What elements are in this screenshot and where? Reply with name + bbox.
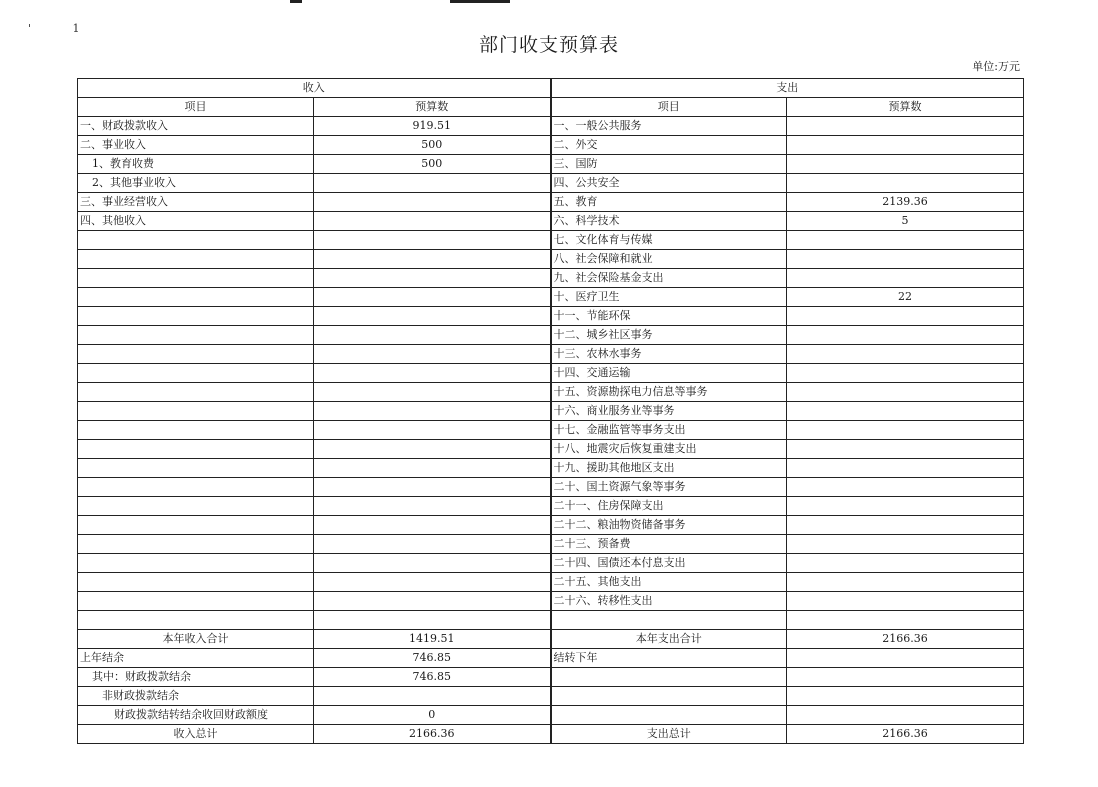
summary-income-item: 本年收入合计 (78, 630, 314, 649)
table-row (78, 459, 1024, 478)
scan-top-mark (290, 0, 302, 3)
expense-item (551, 611, 787, 630)
table-row (78, 497, 1024, 516)
expense-item: 十七、金融监管等事务支出 (551, 421, 787, 440)
expense-item: 十八、地震灾后恢复重建支出 (551, 440, 787, 459)
column-header-row (78, 98, 1024, 117)
table-row (78, 516, 1024, 535)
income-value (314, 497, 551, 516)
summary-row (78, 687, 1024, 706)
table-row (78, 136, 1024, 155)
expense-value (787, 383, 1024, 402)
table-row (78, 250, 1024, 269)
expense-item: 九、社会保险基金支出 (551, 269, 787, 288)
expense-value (787, 345, 1024, 364)
table-row (78, 478, 1024, 497)
table-row (78, 117, 1024, 136)
income-value (314, 193, 551, 212)
income-value (314, 573, 551, 592)
summary-expense-item: 支出总计 (551, 725, 787, 744)
income-value (314, 288, 551, 307)
income-value (314, 535, 551, 554)
income-value (314, 364, 551, 383)
income-item (78, 269, 314, 288)
table-row (78, 554, 1024, 573)
expense-value (787, 117, 1024, 136)
summary-expense-item (551, 706, 787, 725)
summary-expense-value: 2166.36 (787, 630, 1024, 649)
expense-value: 22 (787, 288, 1024, 307)
income-value (314, 269, 551, 288)
income-item: 三、事业经营收入 (78, 193, 314, 212)
income-value (314, 250, 551, 269)
income-item (78, 535, 314, 554)
expense-value (787, 459, 1024, 478)
table-row (78, 592, 1024, 611)
expense-item: 四、公共安全 (551, 174, 787, 193)
expense-value: 5 (787, 212, 1024, 231)
expense-item: 二十二、粮油物资储备事务 (551, 516, 787, 535)
income-item (78, 440, 314, 459)
expense-value (787, 440, 1024, 459)
budget-table-body (78, 79, 1024, 744)
income-value: 500 (314, 155, 551, 174)
summary-expense-value: 2166.36 (787, 725, 1024, 744)
table-row (78, 573, 1024, 592)
expense-item: 十五、资源勘探电力信息等事务 (551, 383, 787, 402)
summary-row (78, 668, 1024, 687)
scan-mark: 1 (72, 22, 80, 35)
income-value: 919.51 (314, 117, 551, 136)
expense-item: 八、社会保障和就业 (551, 250, 787, 269)
table-row (78, 155, 1024, 174)
income-item (78, 383, 314, 402)
expense-item: 二十六、转移性支出 (551, 592, 787, 611)
expense-value (787, 269, 1024, 288)
budget-table (77, 78, 1024, 744)
expense-value (787, 155, 1024, 174)
summary-row (78, 630, 1024, 649)
income-item (78, 497, 314, 516)
income-header: 收入 (78, 79, 551, 98)
table-row (78, 326, 1024, 345)
table-row (78, 383, 1024, 402)
expense-item: 二十五、其他支出 (551, 573, 787, 592)
expense-item: 十、医疗卫生 (551, 288, 787, 307)
summary-income-item: 上年结余 (78, 649, 314, 668)
expense-value (787, 535, 1024, 554)
expense-item-header: 项目 (551, 98, 787, 117)
income-item (78, 364, 314, 383)
table-row (78, 611, 1024, 630)
table-row (78, 174, 1024, 193)
income-value (314, 554, 551, 573)
income-item (78, 573, 314, 592)
expense-item: 十六、商业服务业等事务 (551, 402, 787, 421)
section-header-row (78, 79, 1024, 98)
summary-expense-item (551, 668, 787, 687)
income-value (314, 478, 551, 497)
expense-value (787, 136, 1024, 155)
income-item-header: 项目 (78, 98, 314, 117)
expense-item: 二十、国土资源气象等事务 (551, 478, 787, 497)
summary-expense-value (787, 706, 1024, 725)
expense-item: 十四、交通运输 (551, 364, 787, 383)
expense-value (787, 174, 1024, 193)
summary-row (78, 725, 1024, 744)
expense-item: 二十四、国债还本付息支出 (551, 554, 787, 573)
summary-income-value: 1419.51 (314, 630, 551, 649)
income-item (78, 345, 314, 364)
income-item (78, 554, 314, 573)
income-value (314, 592, 551, 611)
summary-income-item: 非财政拨款结余 (78, 687, 314, 706)
expense-header: 支出 (551, 79, 1024, 98)
income-item (78, 478, 314, 497)
income-budget-header: 预算数 (314, 98, 551, 117)
expense-value (787, 592, 1024, 611)
summary-income-item: 财政拨款结转结余收回财政额度 (78, 706, 314, 725)
summary-expense-value (787, 649, 1024, 668)
income-item (78, 611, 314, 630)
expense-value (787, 611, 1024, 630)
income-value: 500 (314, 136, 551, 155)
expense-item: 十二、城乡社区事务 (551, 326, 787, 345)
summary-income-value: 0 (314, 706, 551, 725)
expense-value (787, 307, 1024, 326)
table-row (78, 307, 1024, 326)
expense-item: 五、教育 (551, 193, 787, 212)
summary-row (78, 649, 1024, 668)
summary-row (78, 706, 1024, 725)
summary-expense-value (787, 668, 1024, 687)
income-value (314, 326, 551, 345)
expense-item: 十三、农林水事务 (551, 345, 787, 364)
table-row (78, 212, 1024, 231)
expense-value (787, 554, 1024, 573)
income-item: 二、事业收入 (78, 136, 314, 155)
summary-expense-item: 本年支出合计 (551, 630, 787, 649)
expense-value (787, 516, 1024, 535)
summary-income-value: 746.85 (314, 668, 551, 687)
income-value (314, 383, 551, 402)
summary-income-value (314, 687, 551, 706)
expense-item: 二、外交 (551, 136, 787, 155)
table-row (78, 288, 1024, 307)
income-value (314, 231, 551, 250)
income-item (78, 231, 314, 250)
income-item (78, 592, 314, 611)
summary-expense-item: 结转下年 (551, 649, 787, 668)
table-row (78, 231, 1024, 250)
summary-income-item: 其中：财政拨款结余 (78, 668, 314, 687)
income-value (314, 611, 551, 630)
income-value (314, 174, 551, 193)
page-title: 部门收支预算表 (478, 34, 619, 56)
expense-value (787, 421, 1024, 440)
expense-item: 三、国防 (551, 155, 787, 174)
expense-item: 二十三、预备费 (551, 535, 787, 554)
income-item (78, 402, 314, 421)
expense-value (787, 402, 1024, 421)
table-row (78, 269, 1024, 288)
summary-income-value: 2166.36 (314, 725, 551, 744)
income-value (314, 345, 551, 364)
table-row (78, 421, 1024, 440)
income-value (314, 440, 551, 459)
expense-item: 十九、援助其他地区支出 (551, 459, 787, 478)
income-item: 四、其他收入 (78, 212, 314, 231)
income-value (314, 212, 551, 231)
table-row (78, 193, 1024, 212)
expense-item: 七、文化体育与传媒 (551, 231, 787, 250)
unit-label: 单位:万元 (972, 60, 1020, 73)
income-item (78, 459, 314, 478)
table-row (78, 345, 1024, 364)
income-item (78, 326, 314, 345)
expense-value (787, 573, 1024, 592)
summary-income-item: 收入总计 (78, 725, 314, 744)
income-item: 2、其他事业收入 (78, 174, 314, 193)
expense-item: 六、科学技术 (551, 212, 787, 231)
table-row (78, 535, 1024, 554)
income-item (78, 307, 314, 326)
income-item: 一、财政拨款收入 (78, 117, 314, 136)
expense-value (787, 364, 1024, 383)
income-item: 1、教育收费 (78, 155, 314, 174)
income-value (314, 402, 551, 421)
expense-value (787, 231, 1024, 250)
summary-expense-item (551, 687, 787, 706)
expense-value (787, 497, 1024, 516)
scan-mark: ' (28, 22, 32, 35)
expense-budget-header: 预算数 (787, 98, 1024, 117)
income-value (314, 421, 551, 440)
income-item (78, 250, 314, 269)
income-value (314, 307, 551, 326)
expense-value (787, 326, 1024, 345)
expense-item: 一、一般公共服务 (551, 117, 787, 136)
expense-value (787, 478, 1024, 497)
table-row (78, 440, 1024, 459)
table-row (78, 364, 1024, 383)
table-row (78, 402, 1024, 421)
income-value (314, 516, 551, 535)
expense-item: 十一、节能环保 (551, 307, 787, 326)
expense-value: 2139.36 (787, 193, 1024, 212)
income-item (78, 288, 314, 307)
expense-value (787, 250, 1024, 269)
income-item (78, 516, 314, 535)
summary-expense-value (787, 687, 1024, 706)
summary-income-value: 746.85 (314, 649, 551, 668)
income-item (78, 421, 314, 440)
scan-top-mark (450, 0, 510, 3)
expense-item: 二十一、住房保障支出 (551, 497, 787, 516)
income-value (314, 459, 551, 478)
